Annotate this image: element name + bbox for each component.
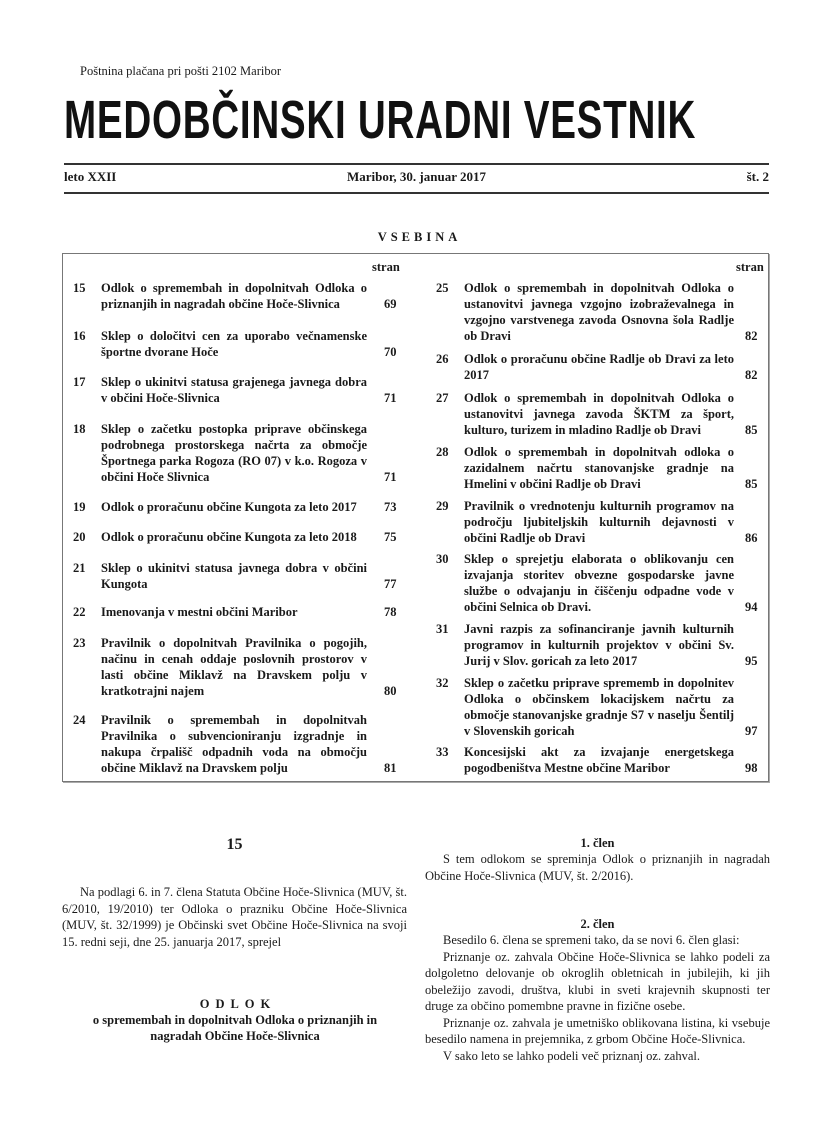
issue-info-row: [64, 169, 769, 185]
entry-title: Sklep o ukinitvi statusa grajenega javnega dobra v občini Hoče-Slivnica: [101, 375, 367, 405]
entry-title: Odlok o spremembah in dopolnitvah Odloka o priznanjih in nagradah občine Hoče-Slivnica: [101, 281, 367, 311]
toc-page-label-right: stran: [736, 260, 764, 274]
article-heading: 1. člen: [580, 836, 615, 850]
entry-title: Koncesijski akt za izvajanje energetskega pogodbeništva Mestne občine Maribor: [464, 745, 734, 775]
entry-page: 73: [384, 500, 397, 514]
entry-title: Odlok o spremembah in dopolnitvah Odloka o ustanovitvi javnega zavoda ŠKTM za šport, kulturo, turizem in mladino Radlje ob Dravi: [464, 391, 734, 437]
entry-page: 80: [384, 684, 397, 698]
entry-number: 19: [73, 500, 86, 514]
entry-title: Pravilnik o vrednotenju kulturnih programov na področju ljubiteljskih kulturnih dejavnosti v občini Radlje ob Dravi: [464, 499, 734, 545]
entry-number: 20: [73, 530, 86, 544]
article-1: [425, 836, 770, 884]
article-2: [425, 917, 770, 1064]
entry-page: 70: [384, 345, 397, 359]
entry-number: 23: [73, 636, 86, 650]
entry-page: 75: [384, 530, 397, 544]
entry-title: Odlok o proračunu občine Kungota za leto 2018: [101, 530, 357, 544]
place-date: Maribor, 30. januar 2017: [346, 169, 487, 184]
document-subtitle: o spremembah in dopolnitvah Odloka o priznanjih in nagradah Občine Hoče-Slivnica: [92, 1013, 378, 1043]
entry-title: Pravilnik o dopolnitvah Pravilnika o pogojih, načinu in cenah oddaje poslovnih prostorov v lasti občine Miklavž na Dravskem polju v kratkotrajni najem: [101, 636, 367, 698]
article-paragraph: Priznanje oz. zahvala je umetniško oblikovana listina, ki vsebuje besedilo namena in prejemnika, z grbom Občine Hoče-Slivnica.: [425, 1015, 770, 1046]
entry-title: Sklep o začetku postopka priprave občinskega podrobnega prostorskega načrta za območje Športnega parka Rogoza (RO 07) v k.o. Rogoza v občini Hoče Slivnica: [101, 422, 367, 484]
entry-page: 71: [384, 470, 397, 484]
entry-page: 86: [745, 531, 758, 545]
entry-number: 27: [436, 391, 449, 405]
entry-page: 81: [384, 761, 397, 775]
table-of-contents: [62, 253, 769, 782]
entry-number: 16: [73, 329, 86, 343]
article-heading: 2. člen: [580, 917, 615, 931]
entry-number: 28: [436, 445, 449, 459]
entry-title: Sklep o začetku priprave sprememb in dopolnitev Odloka o občinskem lokacijskem načrtu za območje stanovanjske gradnje S7 v naselju Šentilj v Slovenskih goricah: [464, 676, 734, 738]
entry-number: 29: [436, 499, 449, 513]
entry-number: 21: [73, 561, 86, 575]
entry-page: 98: [745, 761, 758, 775]
entry-number: 22: [73, 605, 86, 619]
header-rule-top: [64, 163, 769, 165]
entry-number: 15: [73, 281, 86, 295]
entry-page: 82: [745, 368, 758, 382]
entry-title: Odlok o proračunu občine Radlje ob Dravi za leto 2017: [464, 352, 734, 382]
entry-title: Imenovanja v mestni občini Maribor: [101, 605, 298, 619]
section-number: 15: [226, 836, 243, 853]
entry-title: Javni razpis za sofinanciranje javnih kulturnih programov in kulturnih projektov v občini Sv. Jurij v Slov. goricah za leto 2017: [464, 622, 734, 668]
postage-note: Poštnina plačana pri pošti 2102 Maribor: [80, 64, 282, 78]
entry-number: 17: [73, 375, 86, 389]
entry-page: 77: [384, 577, 397, 591]
masthead-title-text: MEDOBČINSKI URADNI VESTNIK: [64, 90, 697, 150]
entry-title: Odlok o spremembah in dopolnitvah odloka o zazidalnem načrtu stanovanjske gradnje na Hmelini v občini Radlje ob Dravi: [464, 445, 734, 491]
entry-title: Odlok o spremembah in dopolnitvah Odloka o ustanovitvi javnega vzgojno izobraževalnega in vzgojno varstvenega zavoda Osnovna šola Radlje ob Dravi: [464, 281, 734, 343]
entry-page: 78: [384, 605, 397, 619]
entry-number: 33: [436, 745, 449, 759]
document-title: [70, 996, 400, 1044]
issue-number: št. 2: [746, 169, 769, 184]
entry-page: 97: [745, 724, 758, 738]
preamble-text: Na podlagi 6. in 7. člena Statuta Občine Hoče-Slivnica (MUV, št. 6/2010, 19/2010) ter Odloka o prazniku Občine Hoče-Slivnica (MUV, št. 32/1999) je Občinski svet Občine Hoče-Slivnica na svoji 15. redni seji, dne 25. januarja 2017, sprejel: [62, 885, 407, 949]
document-type: ODLOK: [199, 997, 277, 1011]
entry-title: Sklep o določitvi cen za uporabo večnamenske športne dvorane Hoče: [101, 329, 367, 359]
entry-page: 69: [384, 297, 397, 311]
entry-page: 95: [745, 654, 758, 668]
entry-number: 26: [436, 352, 449, 366]
toc-page-label-left: stran: [372, 260, 400, 274]
entry-number: 31: [436, 622, 449, 636]
article-paragraph: Priznanje oz. zahvala Občine Hoče-Slivnica se lahko podeli za dolgoletno delovanje ob okroglih obletnicah in jubilejih, ki jih obeležijo zavodi, društva, klubi in sveti krajevnih skupnosti ter druge za občino pomembne pravne in fizične osebe.: [425, 949, 770, 1013]
entry-page: 71: [384, 391, 397, 405]
masthead-title: [64, 92, 769, 148]
entry-number: 30: [436, 552, 449, 566]
entry-number: 24: [73, 713, 86, 727]
entry-page: 85: [745, 423, 758, 437]
entry-page: 94: [745, 600, 758, 614]
preamble: [62, 884, 407, 950]
entry-title: Sklep o ukinitvi statusa javnega dobra v občini Kungota: [101, 561, 367, 591]
entry-number: 32: [436, 676, 449, 690]
entry-title: Odlok o proračunu občine Kungota za leto 2017: [101, 500, 357, 514]
header-rule-bottom: [64, 192, 769, 194]
toc-heading: VSEBINA: [377, 230, 462, 244]
entry-number: 18: [73, 422, 86, 436]
article-paragraph: Besedilo 6. člena se spremeni tako, da se novi 6. člen glasi:: [443, 933, 740, 947]
entry-title: Sklep o sprejetju elaborata o oblikovanju cen izvajanja storitev obvezne gospodarske javne službe o odvajanju in čiščenju odpadne vode v občini Selnica ob Dravi.: [464, 552, 734, 614]
article-paragraph: V sako leto se lahko podeli več priznanj oz. zahval.: [443, 1048, 700, 1063]
entry-number: 25: [436, 281, 449, 295]
volume-label: leto XXII: [64, 169, 117, 184]
entry-page: 85: [745, 477, 758, 491]
entry-title: Pravilnik o spremembah in dopolnitvah Pravilnika o subvencioniranju izgradnje in nakupa črpališč odpadnih voda na območju občine Miklavž na Dravskem polju: [101, 713, 367, 775]
article-paragraph: S tem odlokom se spreminja Odlok o priznanjih in nagradah Občine Hoče-Slivnica (MUV, št. 2/2016).: [425, 852, 770, 883]
entry-page: 82: [745, 329, 758, 343]
